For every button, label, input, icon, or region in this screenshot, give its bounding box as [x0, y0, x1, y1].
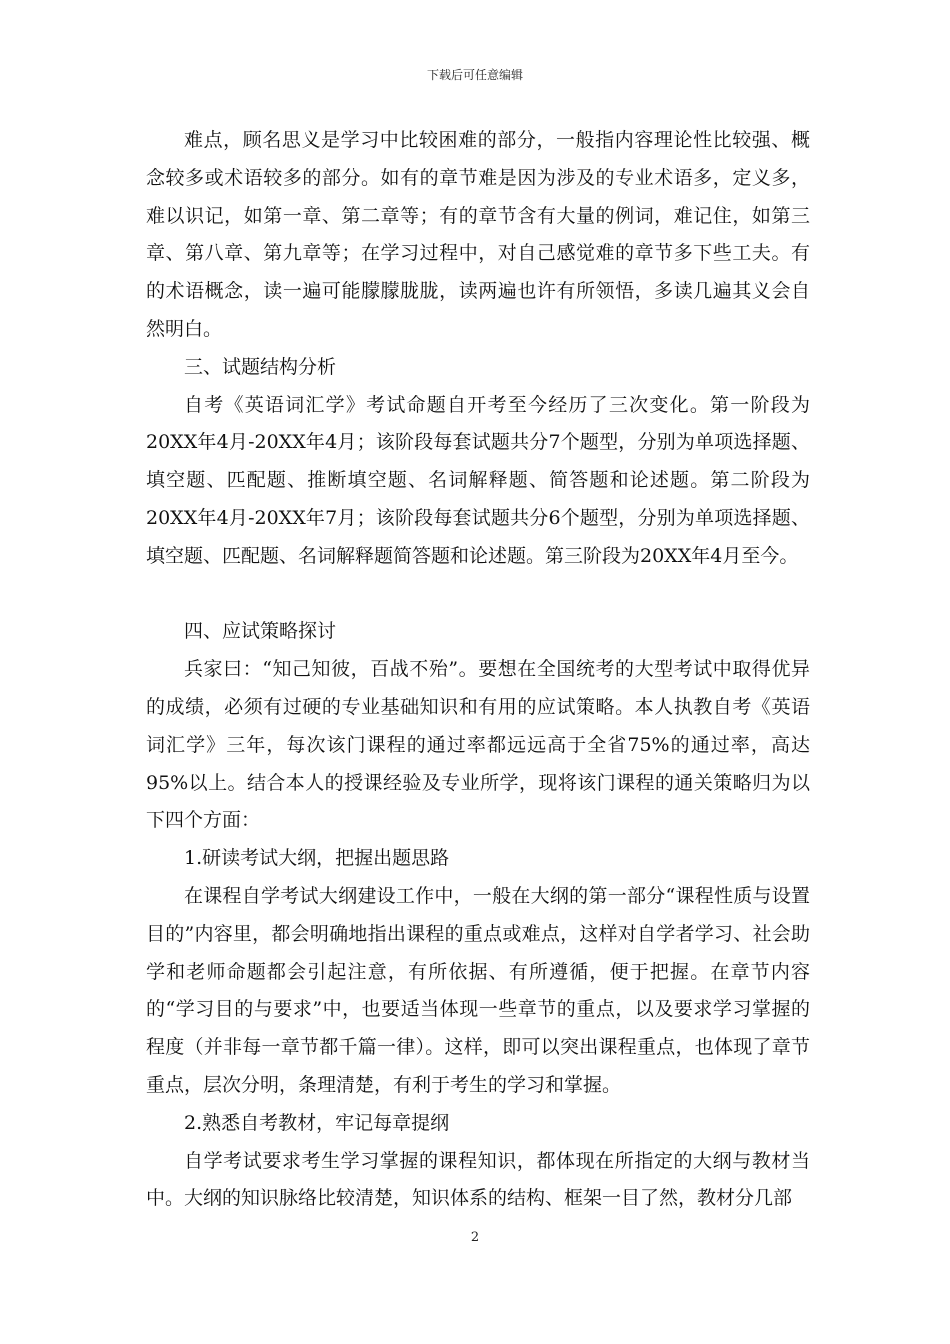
- subheading-1: 1.研读考试大纲，把握出题思路: [184, 847, 450, 870]
- page-header: 下载后可任意编辑: [426, 68, 523, 82]
- subheading-2: 2.熟悉自考教材，牢记每章提纲: [184, 1111, 450, 1134]
- paragraph-textbook: 自学考试要求考生学习掌握的课程知识，都体现在所指定的大纲与教材当中。大纲的知识脉络比较清楚，知识体系的结构、框架一目了然，教材分几部: [146, 1149, 810, 1210]
- paragraph-syllabus: 在课程自学考试大纲建设工作中，一般在大纲的第一部分“课程性质与设置目的”内容里，都会明确地指出课程的重点或难点，这样对自学者学习、社会助学和老师命题都会引起注意，有所依据、有所遵循，便于把握。在章节内容的“学习目的与要求”中，也要适当体现一些章节的重点，以及要求学习掌握的程度（并非每一章节都千篇一律）。这样，即可以突出课程重点，也体现了章节重点，层次分明，条理清楚，有利于考生的学习和掌握。: [146, 884, 810, 1096]
- document-body: [146, 122, 810, 1218]
- paragraph-exam-structure: 自考《英语词汇学》考试命题自开考至今经历了三次变化。第一阶段为20XX年4月-20XX年4月；该阶段每套试题共分7个题型，分别为单项选择题、填空题、匹配题、推断填空题、名词解释题、简答题和论述题。第二阶段为20XX年4月-20XX年7月；该阶段每套试题共分6个题型，分别为单项选择题、填空题、匹配题、名词解释题简答题和论述题。第三阶段为20XX年4月至今。: [146, 393, 810, 567]
- paragraph-difficulty: 难点，顾名思义是学习中比较困难的部分，一般指内容理论性比较强、概念较多或术语较多的部分。如有的章节难是因为涉及的专业术语多，定义多，难以识记，如第一章、第二章等；有的章节含有大量的例词，难记住，如第三章、第八章、第九章等；在学习过程中，对自己感觉难的章节多下些工夫。有的术语概念，读一遍可能朦朦胧胧，读两遍也许有所领悟，多读几遍其义会自然明白。: [146, 129, 810, 340]
- page-number: 2: [470, 1230, 480, 1245]
- section-heading-3: 三、试题结构分析: [184, 355, 337, 378]
- section-heading-4: 四、应试策略探讨: [184, 620, 337, 643]
- paragraph-strategy-intro: 兵家曰：“知己知彼，百战不殆”。要想在全国统考的大型考试中取得优异的成绩，必须有过硬的专业基础知识和有用的应试策略。本人执教自考《英语词汇学》三年，每次该门课程的通过率都远远高于全省75%的通过率，高达95%以上。结合本人的授课经验及专业所学，现将该门课程的通关策略归为以下四个方面：: [146, 658, 810, 832]
- blank-line: [146, 576, 810, 614]
